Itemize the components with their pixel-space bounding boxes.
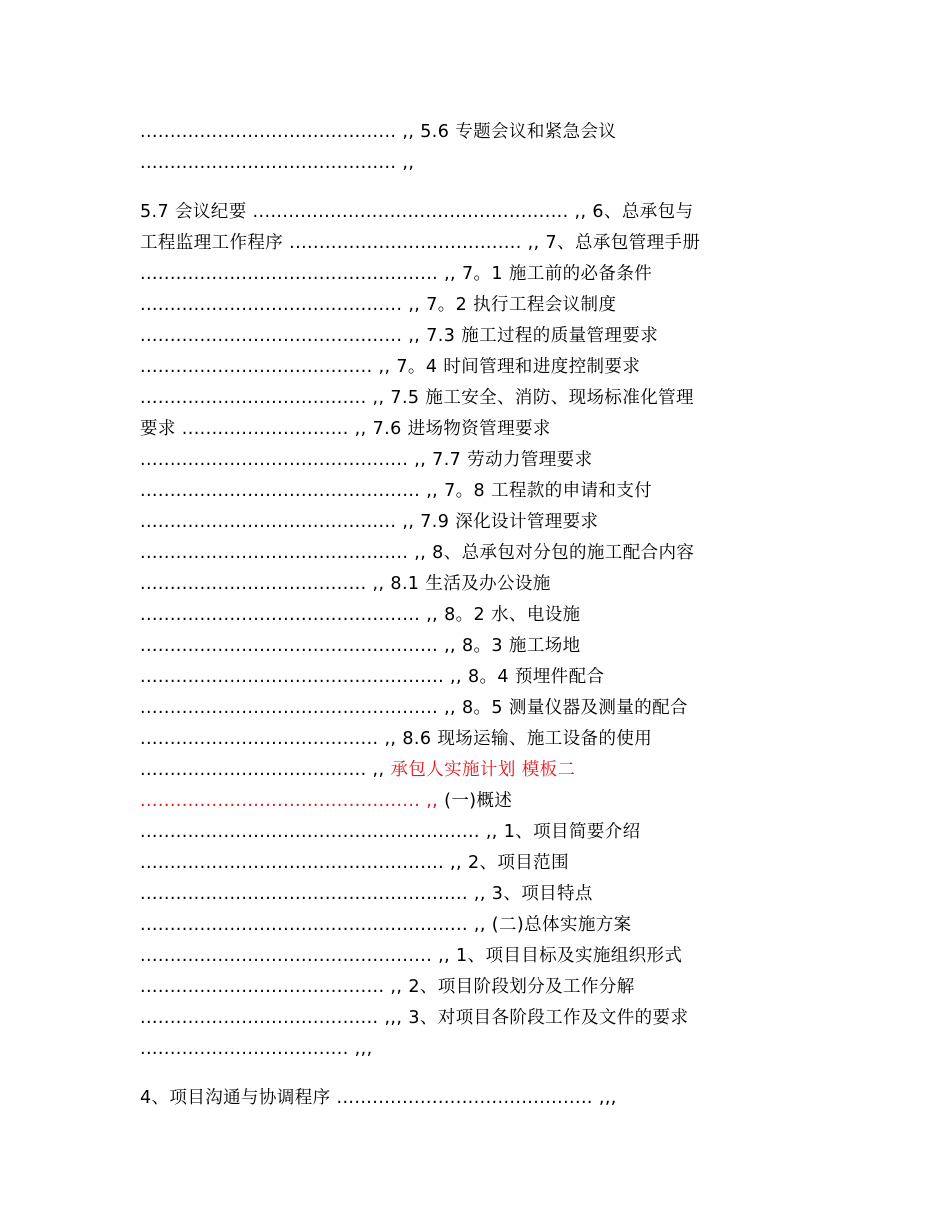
toc-line: 要求 ............................ ,, 7.6 进场物资管理要求 <box>140 419 551 439</box>
toc-line: ....................................................... ,, (二)总体实施方案 <box>140 915 632 935</box>
toc-line: ................................................... ,, 8。4 预埋件配合 <box>140 667 605 687</box>
toc-line: ....................................................... ,, 3、项目特点 <box>140 884 593 904</box>
toc-line: ......................................... ,, 2、项目阶段划分及工作分解 <box>140 977 635 997</box>
toc-line: ...................................... ,, 7.5 施工安全、消防、现场标准化管理 <box>140 388 694 408</box>
toc-line: .................................................. ,, 8。5 测量仪器及测量的配合 <box>140 698 688 718</box>
toc-line: ............................................. ,, 8、总承包对分包的施工配合内容 <box>140 543 695 563</box>
toc-line: ............................................... ,, 7。8 工程款的申请和支付 <box>140 481 653 501</box>
toc-line: ................................................... ,, 2、项目范围 <box>140 853 569 873</box>
toc-line: .................................................. ,, 8。3 施工场地 <box>140 636 581 656</box>
toc-line: .................................................. ,, 7。1 施工前的必备条件 <box>140 264 653 284</box>
toc-line: ........................................... ,, 7.9 深化设计管理要求 <box>140 512 599 532</box>
toc-line: ......................................................... ,, 1、项目简要介绍 <box>140 822 641 842</box>
toc-line: ............................................. ,, 7.7 劳动力管理要求 <box>140 450 593 470</box>
toc-entry: (一)概述 <box>444 791 513 811</box>
toc-line: ............................................... ,, 8。2 水、电设施 <box>140 605 581 625</box>
toc-leader: ...................................... ,, <box>140 760 391 780</box>
toc-line: ........................................ ,,, 3、对项目各阶段工作及文件的要求 <box>140 1008 689 1028</box>
toc-line: ........................................... ,, <box>140 153 415 173</box>
toc-line: 工程监理工作程序 ....................................... ,, 7、总承包管理手册 <box>140 233 701 253</box>
toc-line: ....................................... ,, 7。4 时间管理和进度控制要求 <box>140 357 641 377</box>
toc-line: ........................................... ,, 5.6 专题会议和紧急会议 <box>140 122 617 142</box>
toc-line: 4、项目沟通与协调程序 ........................................... ,,, <box>140 1088 617 1108</box>
toc-line: ................................... ,,, <box>140 1039 373 1059</box>
toc-line: ............................................ ,, 7.3 施工过程的质量管理要求 <box>140 326 659 346</box>
toc-line <box>140 758 575 782</box>
toc-line: ...................................... ,, 8.1 生活及办公设施 <box>140 574 551 594</box>
toc-line: ........................................ ,, 8.6 现场运输、施工设备的使用 <box>140 729 653 749</box>
highlighted-leader: ............................................... ,, <box>140 791 445 811</box>
toc-line <box>140 789 512 813</box>
toc-line: 5.7 会议纪要 ..................................................... ,, 6、总承包与 <box>140 202 694 222</box>
toc-line: ............................................ ,, 7。2 执行工程会议制度 <box>140 295 617 315</box>
toc-line: ................................................. ,, 1、项目目标及实施组织形式 <box>140 946 683 966</box>
highlighted-title: 承包人实施计划 模板二 <box>390 760 576 780</box>
